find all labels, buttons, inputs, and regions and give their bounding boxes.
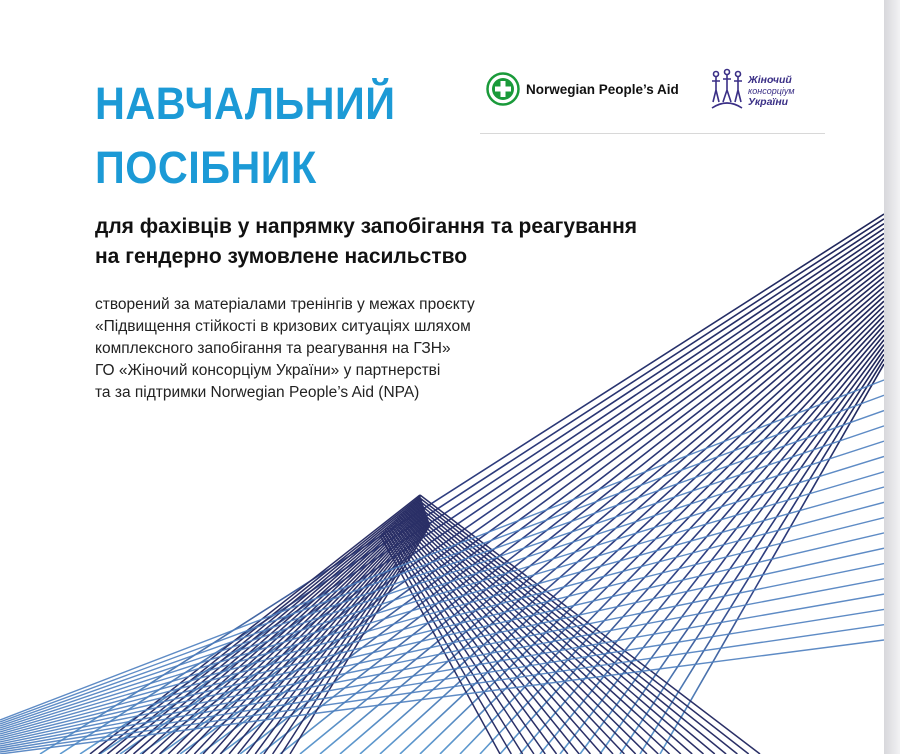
wcu-name [748, 75, 795, 108]
pattern-line [0, 533, 884, 740]
logo-divider [480, 133, 825, 134]
description-line: та за підтримки Norwegian People’s Aid (NPA) [95, 384, 420, 401]
wcu-name-line3: України [748, 95, 789, 108]
pattern-line [411, 504, 703, 754]
title-line-2: ПОСІБНИК [95, 142, 317, 193]
wcu-name-line2: консорціум [748, 85, 795, 96]
subtitle: для фахівців у напрямку запобігання та реагування на гендерно зумовлене насильство [95, 215, 638, 268]
women-figures-icon [710, 68, 744, 114]
pattern-line [0, 579, 884, 746]
pattern-line [0, 411, 884, 724]
pattern-line [0, 609, 884, 750]
pattern-line [620, 354, 884, 754]
pattern-line [0, 395, 884, 722]
page-edge-shadow [884, 0, 900, 754]
pattern-line [580, 345, 884, 754]
pattern-line [0, 441, 884, 728]
npa-logo [486, 72, 679, 106]
npa-name: Norwegian People’s Aid [526, 81, 679, 97]
description-line: «Підвищення стійкості в кризових ситуаціях шляхом [95, 318, 471, 335]
green-cross-icon [486, 72, 520, 106]
description [95, 294, 565, 404]
description-line: комплексного запобігання та реагування на ГЗН» [95, 340, 451, 357]
title-line-1: НАВЧАЛЬНИЙ [95, 78, 396, 129]
pattern-line [0, 472, 884, 732]
description-line: ГО «Жіночий консорціум України» у партнерстві [95, 362, 441, 379]
pattern-line [0, 594, 884, 748]
wcu-logo [710, 68, 795, 114]
description-line: створений за матеріалами тренінгів у межах проєкту [95, 296, 475, 313]
partner-logos [480, 66, 825, 134]
wcu-name-line1: Жіночий [748, 73, 792, 86]
pattern-line [99, 496, 421, 754]
